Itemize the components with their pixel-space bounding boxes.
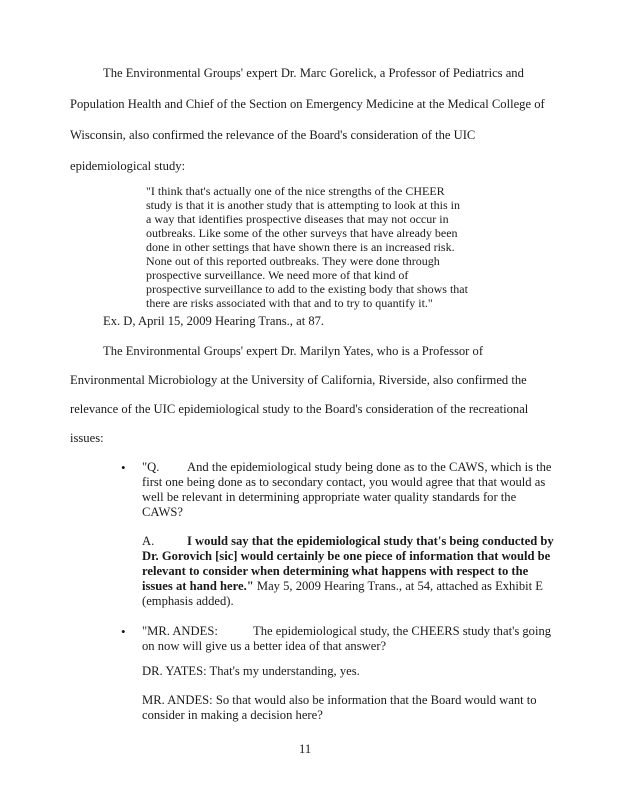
quote-1-line-4: outbreaks. Like some of the other surveys that have already been (146, 226, 458, 240)
bullet-1-a-bold-end: issues at hand here." (142, 579, 254, 593)
bullet-1-a-bold-line-1: I would say that the epidemiological study that's being conducted by (187, 534, 554, 548)
bullet-2-speaker-andes: "MR. ANDES: (142, 624, 218, 638)
bullet-1-glyph: • (121, 460, 126, 475)
quote-1-line-1: "I think that's actually one of the nice strengths of the CHEER (146, 184, 445, 198)
bullet-2-andes-line-2: on now will give us a better idea of that answer? (142, 639, 387, 653)
paragraph-2-line-3: relevance of the UIC epidemiological study to the Board's consideration of the recreational (70, 402, 529, 416)
bullet-1-a-line-4 (142, 579, 543, 594)
paragraph-2-line-1: The Environmental Groups' expert Dr. Marilyn Yates, who is a Professor of (103, 344, 484, 358)
page-number: 11 (299, 742, 312, 756)
bullet-2-andes-line-1: The epidemiological study, the CHEERS study that's going (253, 624, 552, 638)
bullet-2-andes-line-3: MR. ANDES: So that would also be information that the Board would want to (142, 693, 537, 707)
quote-1-line-8: prospective surveillance to add to the existing body that shows that (146, 282, 468, 296)
bullet-1-q-label: "Q. (142, 460, 160, 474)
paragraph-2-line-2: Environmental Microbiology at the University of California, Riverside, also confirmed the (70, 373, 527, 387)
bullet-2-glyph: • (121, 624, 126, 639)
bullet-1-q-line-2: first one being done as to secondary contact, you would agree that that would as (142, 475, 546, 489)
paragraph-1-line-4: epidemiological study: (70, 159, 186, 173)
quote-1-line-5: done in other settings that have shown there is an increased risk. (146, 240, 455, 254)
bullet-1-a-bold-line-2: Dr. Gorovich [sic] would certainly be one piece of information that would be (142, 549, 551, 563)
quote-1-line-9: there are risks associated with that and to try to quantify it." (146, 296, 433, 310)
quote-1-line-3: a way that identifies prospective diseases that may not occur in (146, 212, 449, 226)
bullet-2-andes-line-4: consider in making a decision here? (142, 708, 323, 722)
paragraph-2-line-4: issues: (70, 431, 104, 445)
bullet-1-a-bold-line-3: relevant to consider when determining what happens with respect to the (142, 564, 529, 578)
bullet-1-q-line-3: well be relevant in determining appropriate water quality standards for the (142, 490, 517, 504)
quote-1-line-2: study is that it is another study that is attempting to look at this in (146, 198, 460, 212)
bullet-1-a-line-5: (emphasis added). (142, 594, 234, 608)
quote-1-citation: Ex. D, April 15, 2009 Hearing Trans., at 87. (103, 314, 325, 328)
bullet-1-q-line-4: CAWS? (142, 505, 183, 519)
paragraph-1-line-2: Population Health and Chief of the Section on Emergency Medicine at the Medical College of (70, 97, 545, 111)
quote-1-line-7: prospective surveillance. We need more of that kind of (146, 268, 409, 282)
paragraph-1-line-1: The Environmental Groups' expert Dr. Marc Gorelick, a Professor of Pediatrics and (103, 66, 524, 80)
bullet-2-yates-line: DR. YATES: That's my understanding, yes. (142, 664, 360, 678)
quote-1-line-6: None out of this reported outbreaks. They were done through (146, 254, 440, 268)
bullet-1-a-label: A. (142, 534, 155, 548)
paragraph-1-line-3: Wisconsin, also confirmed the relevance of the Board's consideration of the UIC (70, 128, 476, 142)
bullet-1-a-rest: May 5, 2009 Hearing Trans., at 54, attached as Exhibit E (253, 579, 543, 593)
bullet-1-q-line-1: And the epidemiological study being done as to the CAWS, which is the (187, 460, 552, 474)
